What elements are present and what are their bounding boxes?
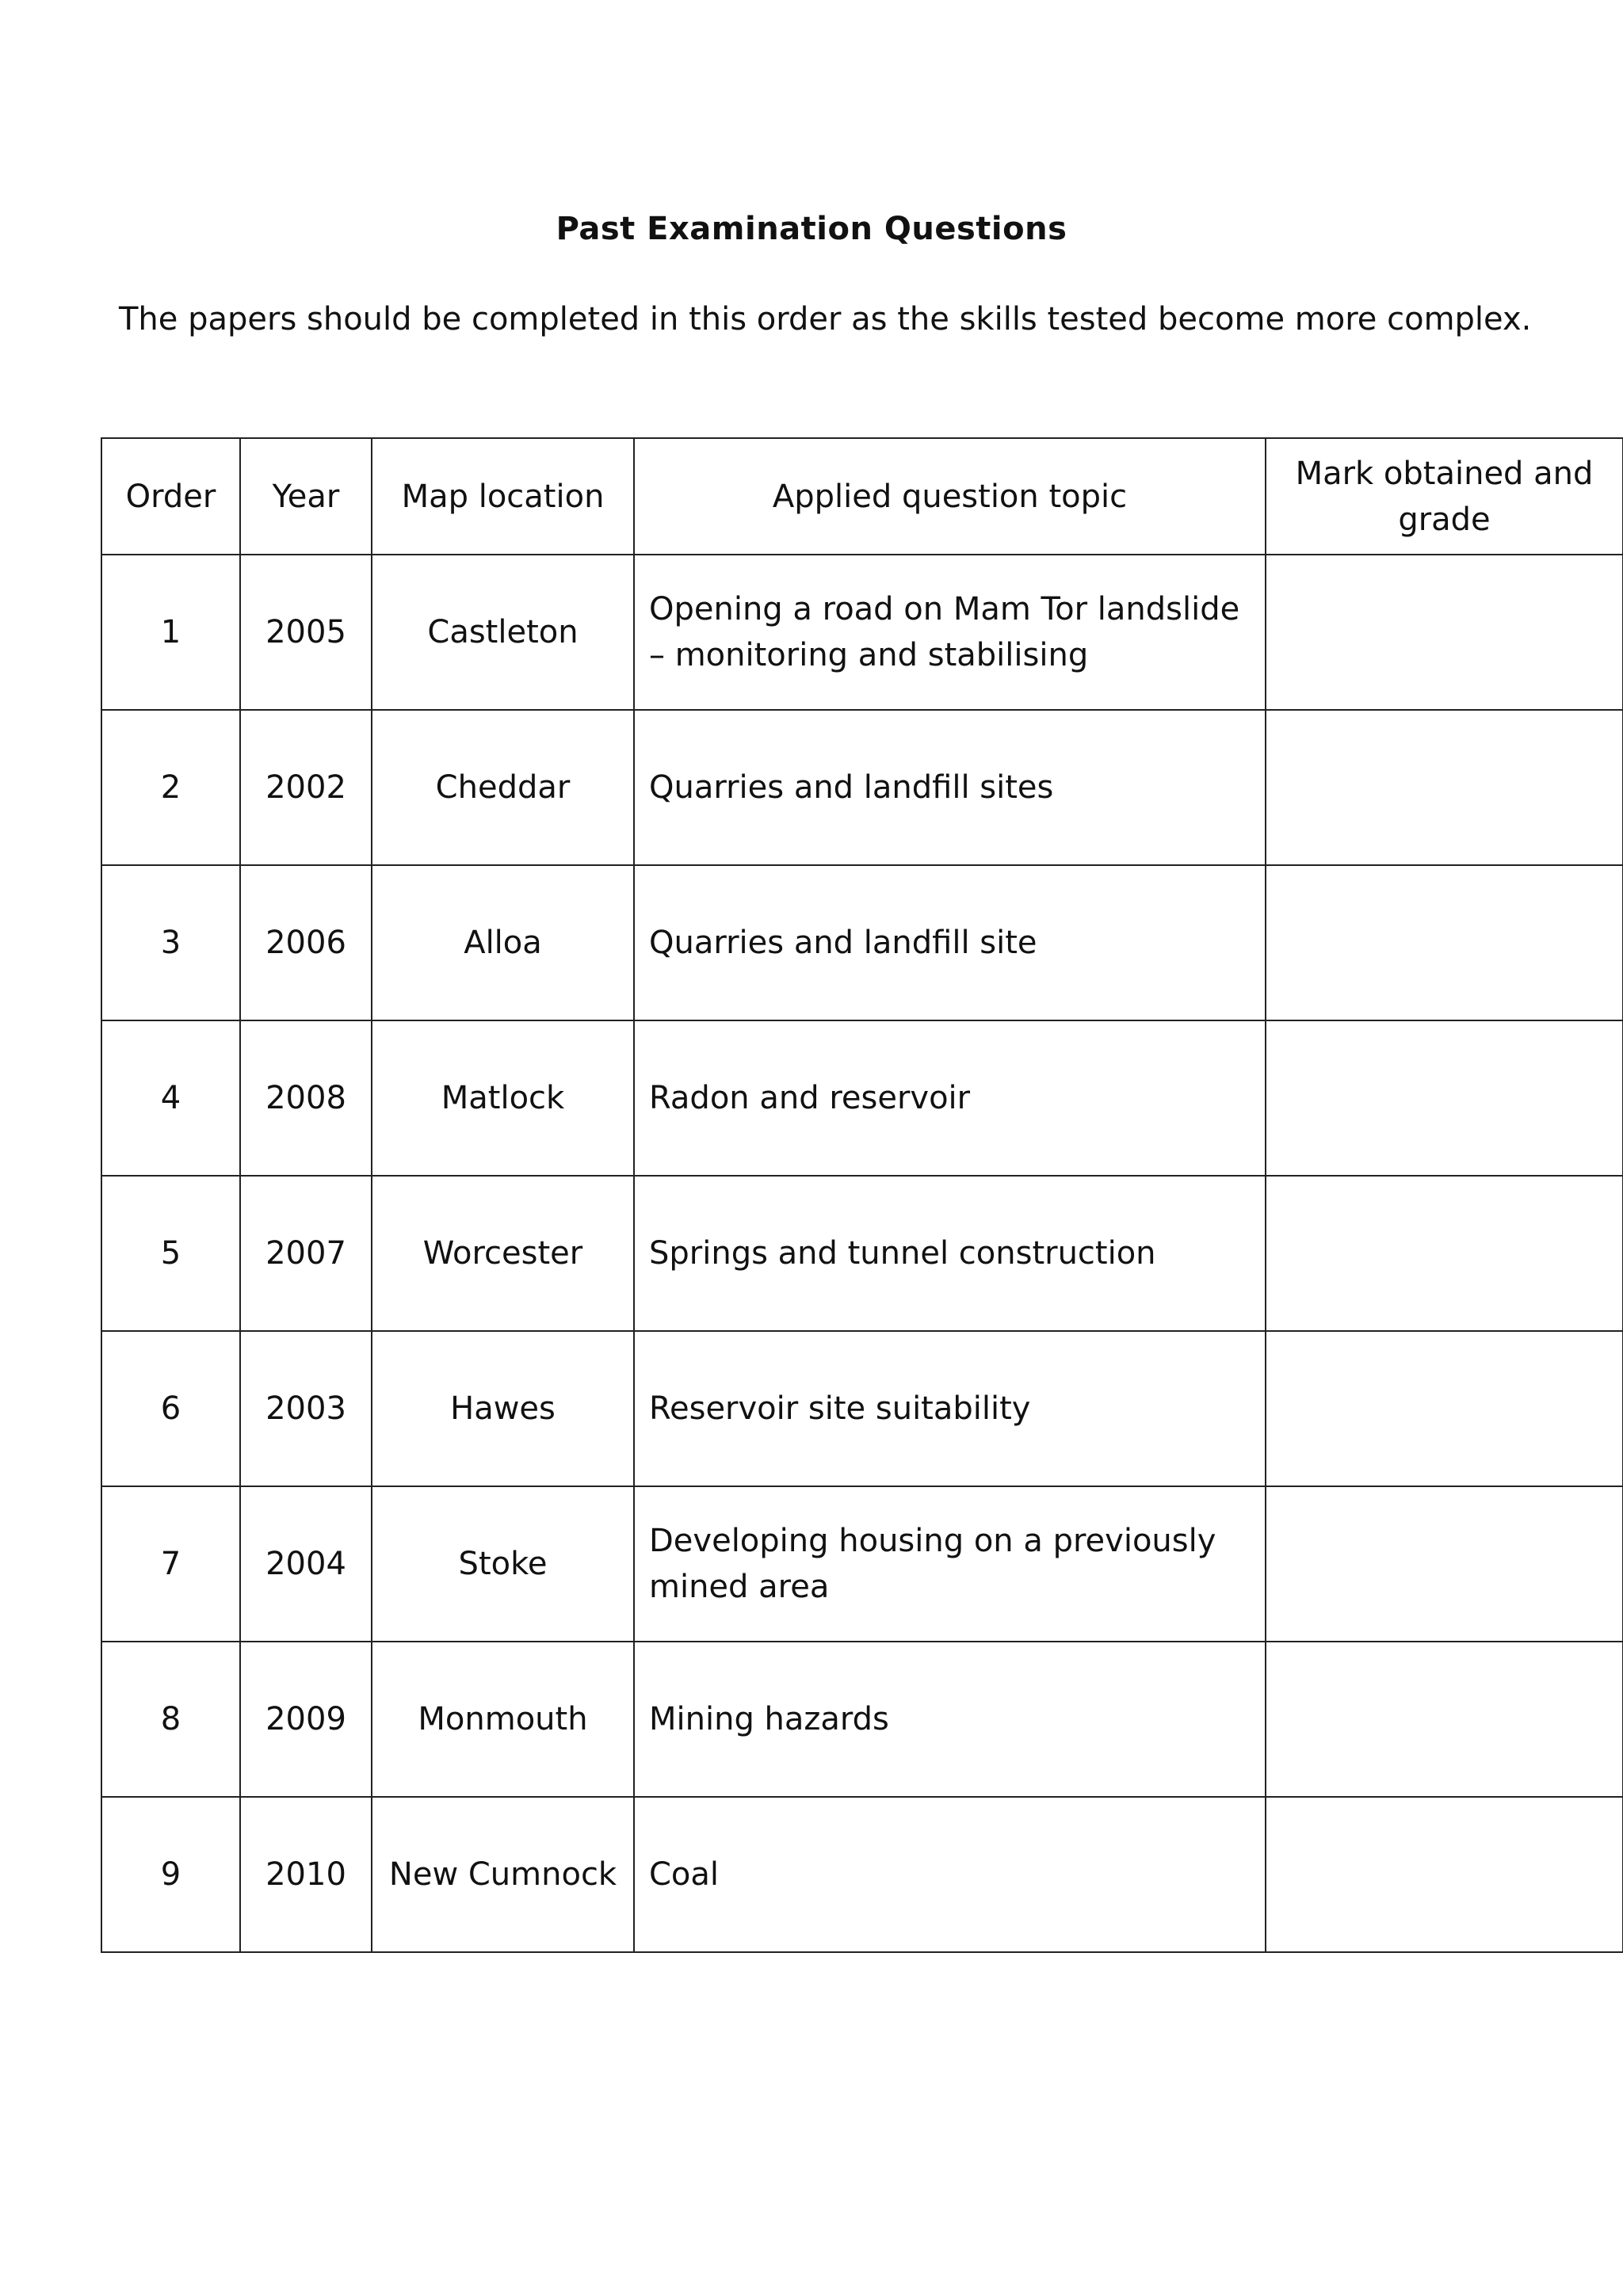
cell-topic: Mining hazards bbox=[634, 1642, 1266, 1797]
cell-map-location: Matlock bbox=[372, 1020, 634, 1176]
cell-mark bbox=[1266, 555, 1623, 710]
cell-order: 1 bbox=[101, 555, 240, 710]
cell-order: 2 bbox=[101, 710, 240, 865]
cell-topic: Developing housing on a previously mined area bbox=[634, 1486, 1266, 1642]
cell-map-location: Worcester bbox=[372, 1176, 634, 1331]
cell-order: 6 bbox=[101, 1331, 240, 1486]
cell-map-location: Castleton bbox=[372, 555, 634, 710]
cell-year: 2005 bbox=[240, 555, 372, 710]
table-row bbox=[101, 710, 1623, 865]
cell-topic: Radon and reservoir bbox=[634, 1020, 1266, 1176]
header-order: Order bbox=[101, 438, 240, 555]
cell-order: 7 bbox=[101, 1486, 240, 1642]
cell-year: 2010 bbox=[240, 1797, 372, 1952]
cell-topic: Opening a road on Mam Tor landslide – monitoring and stabilising bbox=[634, 555, 1266, 710]
past-papers-table bbox=[101, 437, 1623, 1953]
cell-order: 3 bbox=[101, 865, 240, 1020]
cell-mark bbox=[1266, 1020, 1623, 1176]
cell-mark bbox=[1266, 865, 1623, 1020]
cell-mark bbox=[1266, 1642, 1623, 1797]
cell-year: 2002 bbox=[240, 710, 372, 865]
cell-year: 2003 bbox=[240, 1331, 372, 1486]
cell-map-location: Stoke bbox=[372, 1486, 634, 1642]
cell-topic: Reservoir site suitability bbox=[634, 1331, 1266, 1486]
table-row bbox=[101, 555, 1623, 710]
table-row bbox=[101, 1331, 1623, 1486]
table-row bbox=[101, 1176, 1623, 1331]
cell-mark bbox=[1266, 1486, 1623, 1642]
cell-year: 2007 bbox=[240, 1176, 372, 1331]
cell-year: 2006 bbox=[240, 865, 372, 1020]
cell-map-location: Monmouth bbox=[372, 1642, 634, 1797]
table-body bbox=[101, 555, 1623, 1952]
header-applied-question-topic: Applied question topic bbox=[634, 438, 1266, 555]
cell-mark bbox=[1266, 1797, 1623, 1952]
cell-topic: Coal bbox=[634, 1797, 1266, 1952]
table-row bbox=[101, 1020, 1623, 1176]
cell-mark bbox=[1266, 1176, 1623, 1331]
table-row bbox=[101, 1797, 1623, 1952]
header-row bbox=[101, 438, 1623, 555]
cell-order: 5 bbox=[101, 1176, 240, 1331]
header-year: Year bbox=[240, 438, 372, 555]
cell-year: 2008 bbox=[240, 1020, 372, 1176]
cell-topic: Quarries and landfill site bbox=[634, 865, 1266, 1020]
page-title: Past Examination Questions bbox=[556, 211, 1067, 247]
cell-mark bbox=[1266, 710, 1623, 865]
intro-text: The papers should be completed in this order as the skills tested become more complex. bbox=[119, 301, 1532, 338]
cell-map-location: Cheddar bbox=[372, 710, 634, 865]
cell-topic: Springs and tunnel construction bbox=[634, 1176, 1266, 1331]
table-row bbox=[101, 865, 1623, 1020]
cell-map-location: Alloa bbox=[372, 865, 634, 1020]
cell-map-location: Hawes bbox=[372, 1331, 634, 1486]
table-row bbox=[101, 1642, 1623, 1797]
header-map-location: Map location bbox=[372, 438, 634, 555]
cell-map-location: New Cumnock bbox=[372, 1797, 634, 1952]
cell-year: 2004 bbox=[240, 1486, 372, 1642]
cell-order: 4 bbox=[101, 1020, 240, 1176]
cell-order: 8 bbox=[101, 1642, 240, 1797]
cell-order: 9 bbox=[101, 1797, 240, 1952]
cell-mark bbox=[1266, 1331, 1623, 1486]
cell-topic: Quarries and landfill sites bbox=[634, 710, 1266, 865]
header-mark-obtained-and-grade: Mark obtained and grade bbox=[1266, 438, 1623, 555]
cell-year: 2009 bbox=[240, 1642, 372, 1797]
table-row bbox=[101, 1486, 1623, 1642]
table-header bbox=[101, 438, 1623, 555]
